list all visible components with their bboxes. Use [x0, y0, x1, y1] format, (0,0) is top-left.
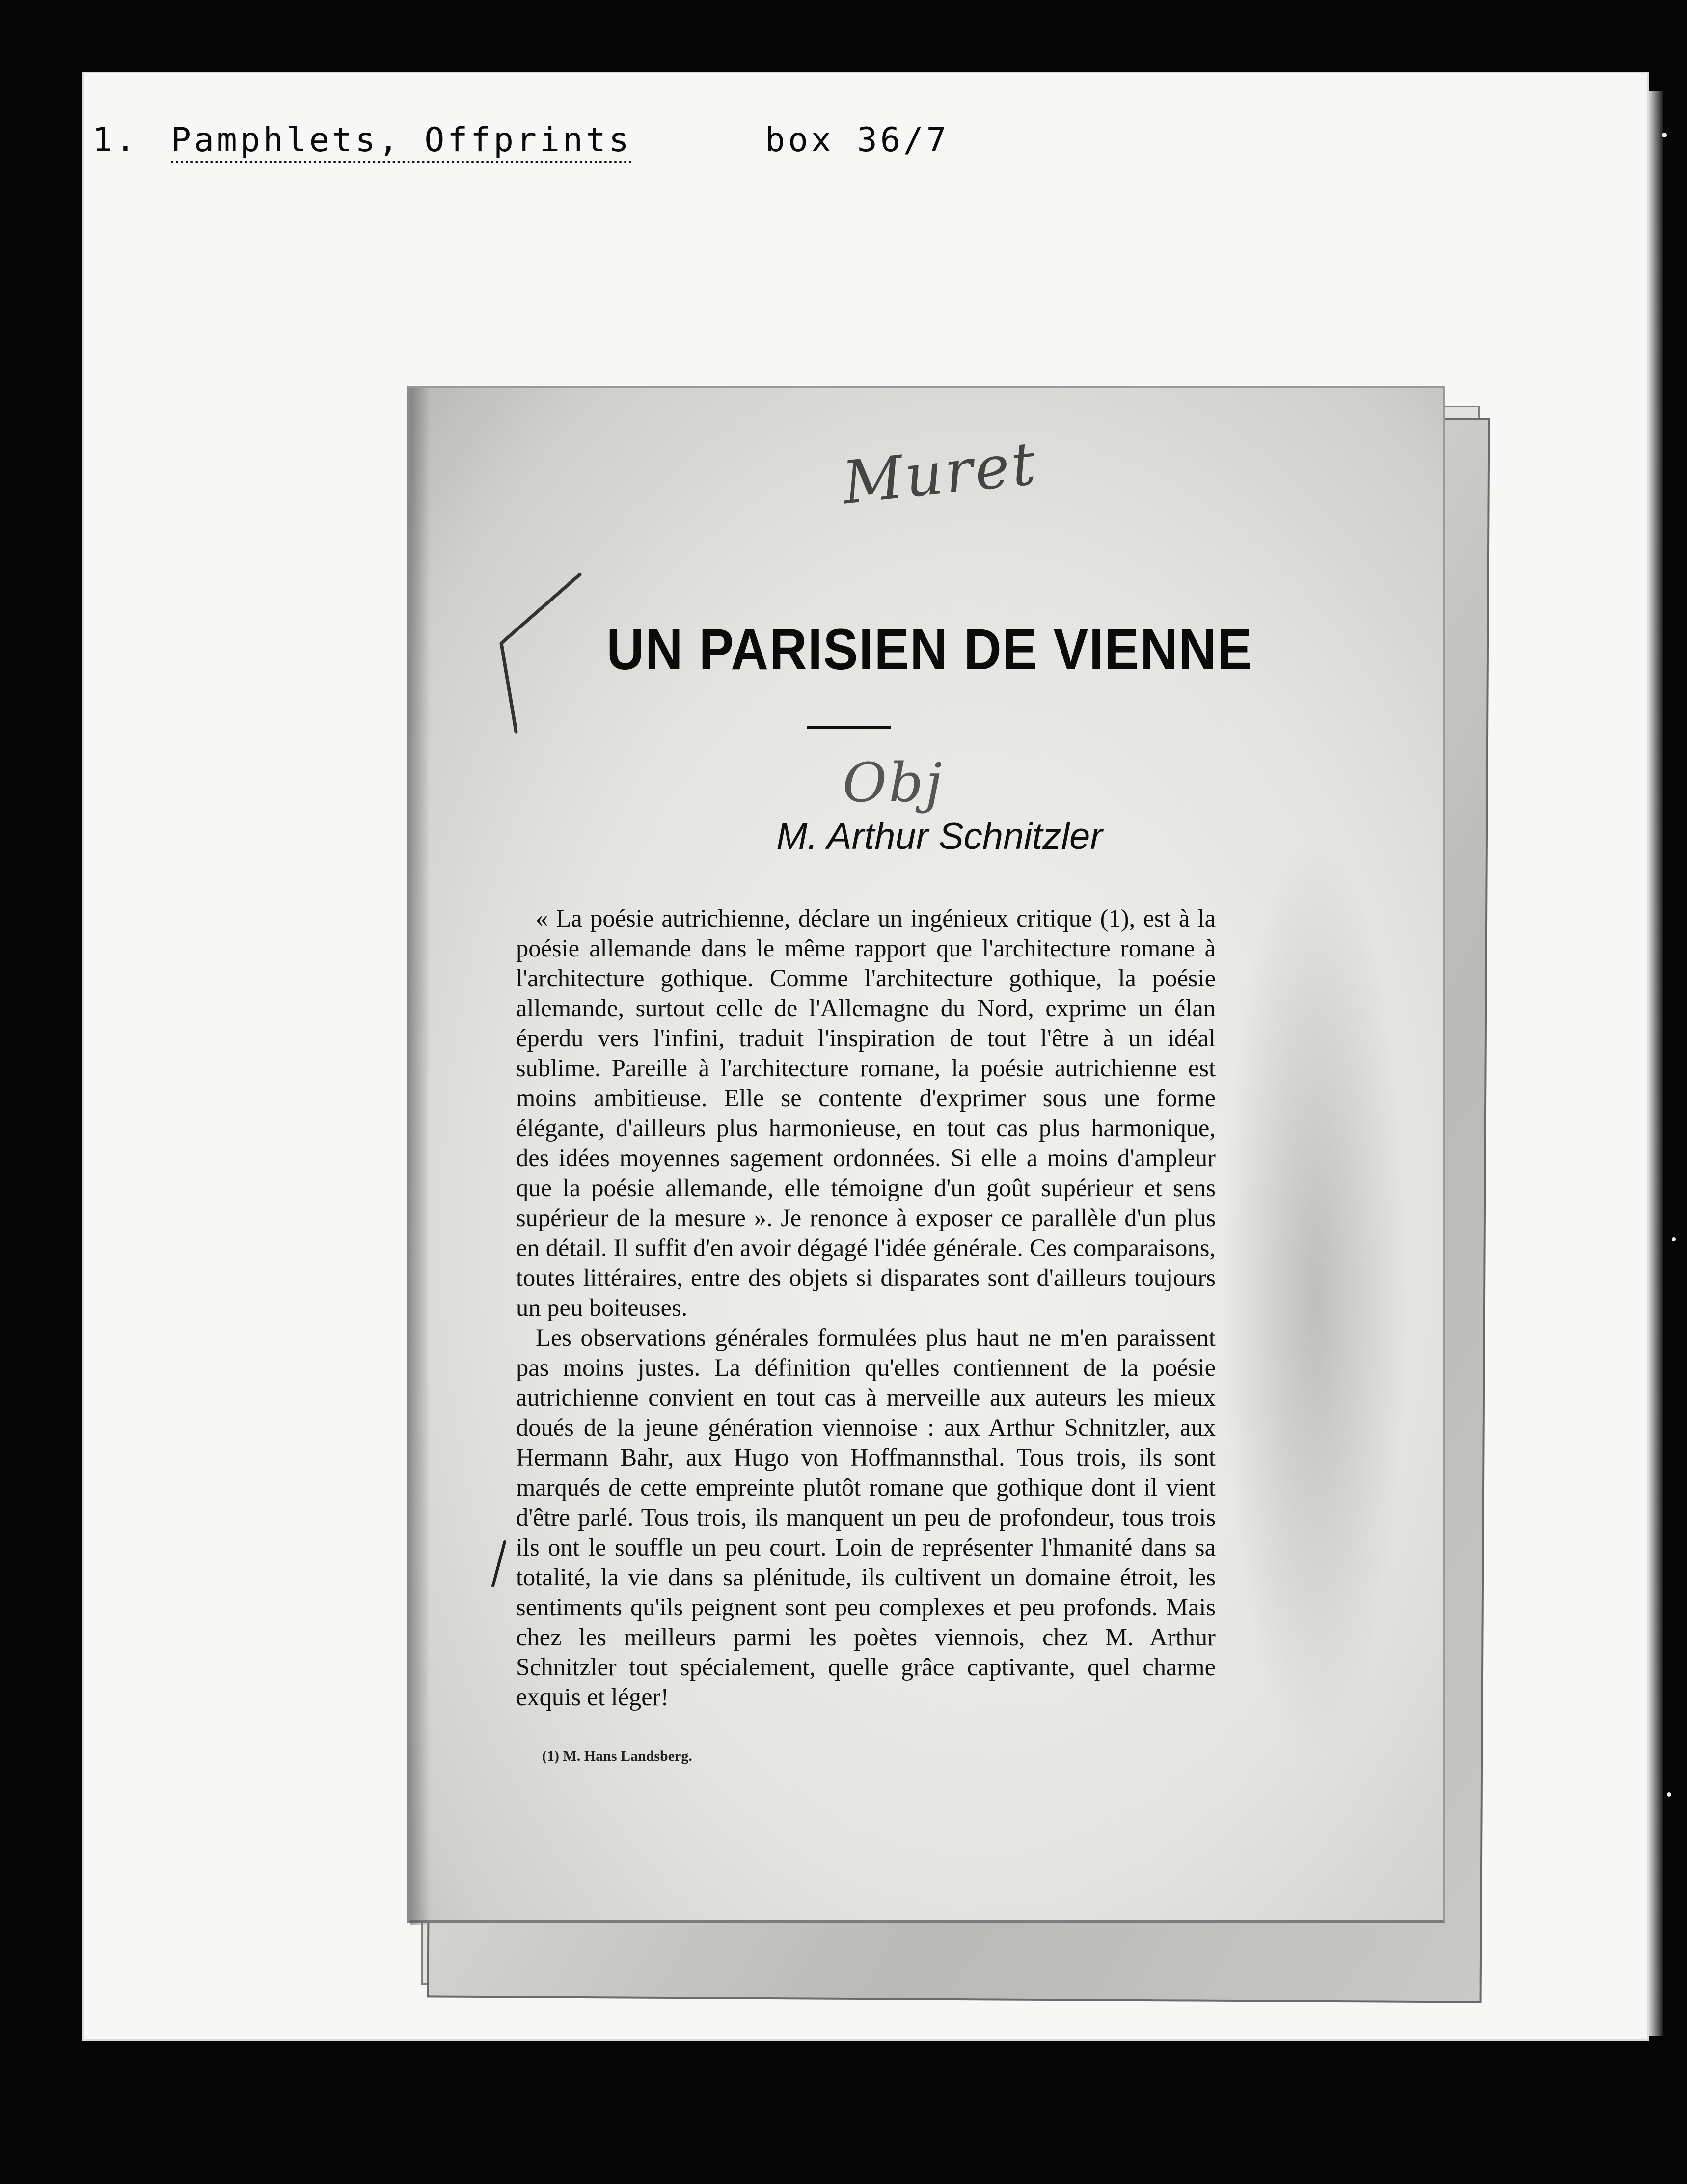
scan-speck: [1662, 133, 1667, 137]
scan-speck: [1672, 1237, 1676, 1241]
sheet-index: 1.: [92, 121, 138, 160]
paragraph-2: Les observations générales formulées plus haut ne m'en paraissent pas moins justes. La définition qu'elles contiennent de la poésie autrichienne convient en tout cas à merveille aux auteurs les mieux doués de la jeune génération viennoise : aux Arthur Schnitzler, aux Hermann Bahr, aux Hugo von Hoffmannsthal. Tous trois, ils sont marqués de cette empreinte plutôt romane que gothique dont il vient d'être parlé. Tous trois, ils manquent un peu de profondeur, tous trois ils ont le souffle un peu court. Loin de représenter l'hmanité dans sa totalité, la vie dans sa plénitude, ils cultivent un domaine étroit, les sentiments qu'ils peignent sont peu complexes et peu profonds. Mais chez les meilleurs parmi les poètes viennois, chez M. Arthur Schnitzler tout spécialement, quelle grâce captivante, quel charme exquis et léger!: [516, 1324, 1216, 1711]
pamphlet-subtitle: M. Arthur Schnitzler: [776, 816, 1103, 857]
handwritten-annotation-abbrev: Obj: [843, 751, 944, 814]
paragraph-1: « La poésie autrichienne, déclare un ingénieux critique (1), est à la poésie allemande dans le même rapport que l'architecture romane à l'architecture gothique. Comme l'architecture gothique, la poésie allemande, surtout celle de l'Allemagne du Nord, exprime un élan éperdu vers l'infini, traduit l'inspiration de tout l'être à un idéal sublime. Pareille à l'architecture romane, la poésie autrichienne est moins ambitieuse. Elle se contente d'exprimer sous une forme élégante, d'ailleurs plus harmonieuse, en tout cas plus harmonique, des idées moyennes sagement ordonnées. Si elle a moins d'ampleur que la poésie allemande, elle témoigne d'un goût supérieur et sens supérieur de la mesure ». Je renonce à exposer ce parallèle d'un plus en détail. Il suffit d'en avoir dégagé l'idée générale. Ces comparaisons, toutes littéraires, entre des objets si disparates sont d'ailleurs toujours un peu boiteuses.: [516, 904, 1216, 1321]
scan-speck: [1667, 1792, 1671, 1797]
pamphlet-cover: [407, 386, 1445, 1923]
handwritten-annotation-name: Muret: [839, 429, 1040, 518]
pamphlet-title: UN PARISIEN DE VIENNE: [606, 617, 1253, 682]
sheet-category: Pamphlets, Offprints: [171, 121, 632, 163]
sheet-header: [92, 121, 1025, 180]
paper-stain: [1222, 830, 1409, 1763]
pamphlet-body: [516, 903, 1216, 1712]
title-rule: [807, 726, 891, 729]
box-number: box 36/7: [765, 121, 950, 160]
archive-sheet: [82, 72, 1649, 2041]
pencil-margin-mark: [489, 1539, 509, 1588]
cover-edge-shadow: [410, 388, 430, 1925]
footnote: (1) M. Hans Landsberg.: [542, 1748, 692, 1764]
